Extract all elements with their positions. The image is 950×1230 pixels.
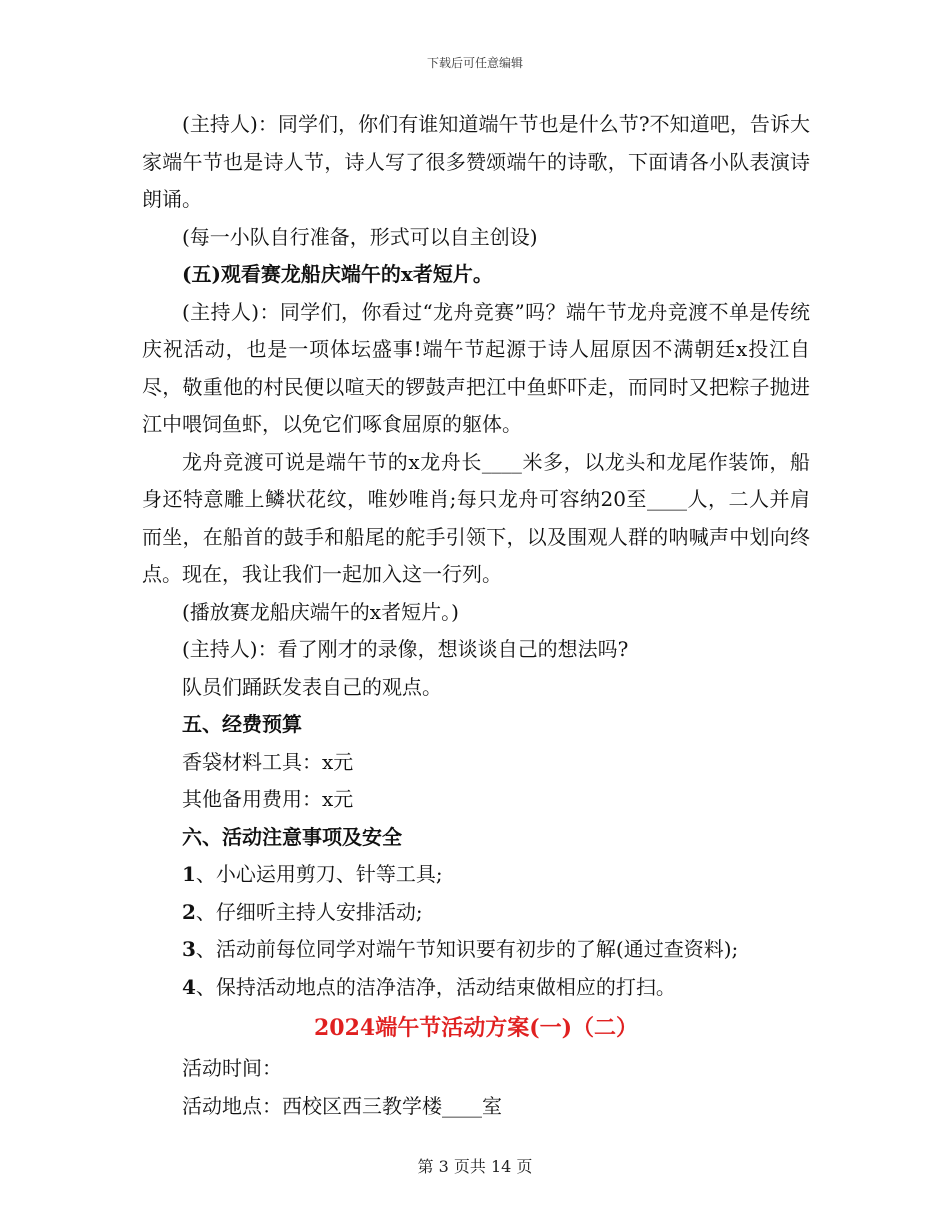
- page-header: 下载后可任意编辑: [426, 56, 523, 70]
- paragraph-dragon-boat-race: (主持人)：同学们，你看过“龙舟竞赛”吗？端午节龙舟竞渡不单是传统庆祝活动，也是一项体坛盛事!端午节起源于诗人屈原因不满朝廷x投江自尽，敬重他的村民便以喧天的锣鼓声把江中鱼虾吓走，而同时又把粽子抛进江中喂饲鱼虾，以免它们啄食屈原的躯体。: [142, 299, 810, 436]
- paragraph-host-poetry: (主持人)：同学们，你们有谁知道端午节也是什么节?不知道吧，告诉大家端午节也是诗人节，诗人写了很多赞颂端午的诗歌，下面请各小队表演诗朗诵。: [142, 112, 810, 211]
- section-title: 2024端午节活动方案(一)（二）: [313, 1015, 639, 1041]
- list-number: 1: [182, 862, 196, 886]
- list-number: 2: [182, 899, 196, 924]
- paragraph-budget-other: 其他备用费用：x元: [182, 787, 354, 811]
- paragraph-activity-location: 活动地点：西校区西三教学楼____室: [182, 1093, 502, 1118]
- list-item: [142, 969, 810, 1007]
- paragraph-dragon-boat-details: 龙舟竞渡可说是端午节的x龙舟长____米多，以龙头和龙尾作装饰，船身还特意雕上鳞状花纹，唯妙唯肖;每只龙舟可容纳20至____人，二人并肩而坐，在船首的鼓手和船尾的舵手引领下，以及围观人群的呐喊声中划向终点。现在，我让我们一起加入这一行列。: [142, 449, 810, 586]
- heading-dragon-boat-video: (五)观看赛龙船庆端午的x者短片。: [182, 262, 493, 286]
- paragraph-host-question: (主持人)：看了刚才的录像，想谈谈自己的想法吗?: [182, 637, 629, 661]
- list-number: 3: [182, 937, 196, 961]
- list-text: 、保持活动地点的洁净洁净，活动结束做相应的打扫。: [195, 974, 676, 999]
- list-text: 、小心运用剪刀、针等工具;: [195, 862, 443, 886]
- heading-budget: 五、经费预算: [182, 712, 302, 736]
- paragraph-activity-time: 活动时间：: [182, 1056, 282, 1080]
- page-footer: 第 3 页共 14 页: [417, 1157, 533, 1176]
- paragraph-play-video: (播放赛龙船庆端午的x者短片。): [182, 599, 459, 624]
- paragraph-team-prep: (每一小队自行准备，形式可以自主创设): [182, 224, 538, 249]
- list-text: 、仔细听主持人安排活动;: [195, 899, 423, 924]
- heading-safety: 六、活动注意事项及安全: [182, 824, 402, 849]
- document-body: [142, 106, 810, 1125]
- list-item: [142, 856, 810, 894]
- paragraph-team-views: 队员们踊跃发表自己的观点。: [182, 674, 442, 699]
- list-text: 、活动前每位同学对端午节知识要有初步的了解(通过查资料);: [195, 937, 739, 961]
- paragraph-budget-materials: 香袋材料工具：x元: [182, 749, 354, 774]
- list-item: [142, 894, 810, 932]
- list-number: 4: [182, 974, 196, 999]
- list-item: [142, 931, 810, 969]
